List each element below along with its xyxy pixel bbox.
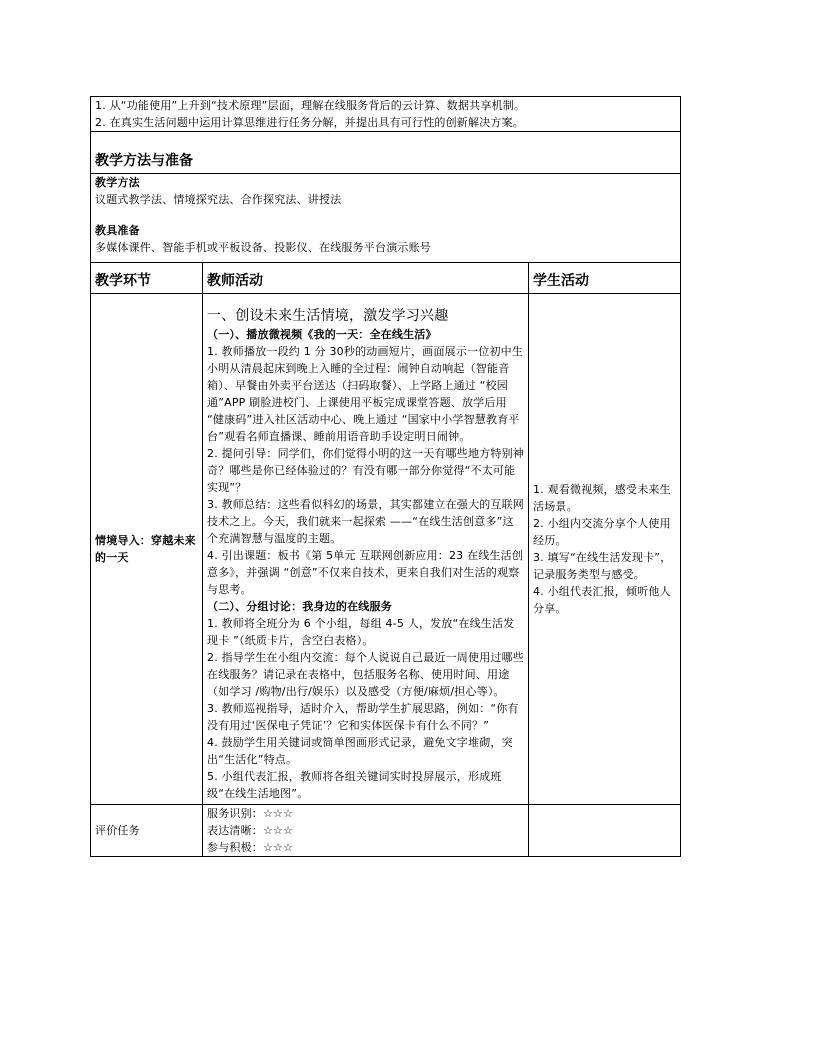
part1-item: 3. 教师总结：这些看似科幻的场景，其实都建立在强大的互联网技术之上。今天，我们就来一起探索 ——“在线生活创意多”这个充满智慧与温度的主题。 bbox=[207, 498, 524, 545]
part2-item: 3. 教师巡视指导，适时介入，帮助学生扩展思路，例如：“你有没有用过‘医保电子凭证’？它和实体医保卡有什么不同？” bbox=[207, 702, 519, 732]
part2-item: 5. 小组代表汇报，教师将各组关键词实时投屏展示，形成班级“在线生活地图”。 bbox=[207, 770, 502, 800]
student-item: 4. 小组代表汇报，倾听他人分享。 bbox=[533, 585, 671, 615]
part1-item: 1. 教师播放一段约 1 分 30秒的动画短片，画面展示一位初中生小明从清晨起床到晚上入睡的全过程：闹钟自动响起（智能音箱）、早餐由外卖平台送达（扫码取餐）、上学路上通过 “校园通”APP 刷脸进校门、上课使用平板完成课堂答题、放学后用 “健康码”进入社区活动中心、晚上通过 “国家中小学智慧教育平台”观看名师直播课、睡前用语音助手设定明日闹钟。 bbox=[207, 345, 524, 443]
method-text: 议题式教学法、情境探究法、合作探究法、讲授法 bbox=[95, 193, 342, 206]
lesson-plan-table bbox=[90, 96, 681, 857]
evaluation-empty-cell bbox=[529, 805, 681, 857]
part1-title: （一）、播放微视频《我的一天：全在线生活》 bbox=[207, 328, 437, 341]
evaluation-item: 服务识别：☆☆☆ bbox=[207, 807, 294, 820]
student-item: 1. 观看微视频，感受未来生活场景。 bbox=[533, 483, 671, 513]
header-student: 学生活动 bbox=[529, 263, 681, 294]
tools-label: 教具准备 bbox=[95, 224, 140, 237]
spacer bbox=[95, 208, 676, 222]
part2-item: 2. 指导学生在小组内交流：每个人说说自己最近一周使用过哪些在线服务？请记录在表格中，包括服务名称、使用时间、用途（如学习 /购物/出行/娱乐）以及感受（方便/麻烦/担心等）。 bbox=[207, 651, 524, 698]
part2-item: 4. 鼓励学生用关键词或简单图画形式记录，避免文字堆砌，突出“生活化”特点。 bbox=[207, 736, 513, 766]
evaluation-row bbox=[91, 805, 681, 857]
objectives-row bbox=[91, 97, 681, 132]
methods-heading-row bbox=[91, 132, 681, 174]
methods-cell bbox=[91, 174, 681, 263]
student-activity-cell bbox=[529, 294, 681, 805]
stage-row bbox=[91, 294, 681, 805]
objective-item: 1. 从“功能使用”上升到“技术原理”层面，理解在线服务背后的云计算、数据共享机制。 bbox=[95, 99, 526, 112]
student-item: 3. 填写“在线生活发现卡”，记录服务类型与感受。 bbox=[533, 551, 672, 581]
objective-item: 2. 在真实生活问题中运用计算思维进行任务分解，并提出具有可行性的创新解决方案。 bbox=[95, 116, 524, 129]
methods-section-title: 教学方法与准备 bbox=[91, 132, 681, 174]
part1-item: 4. 引出课题：板书《第 5单元 互联网创新应用：23 在线生活创意多》，并强调 “创意”不仅来自技术，更来自我们对生活的观察与思考。 bbox=[207, 549, 524, 596]
lesson-plan-document bbox=[90, 96, 680, 857]
stage-name: 情境导入：穿越未来的一天 bbox=[91, 294, 203, 805]
teacher-activity-title: 一、创设未来生活情境，激发学习兴趣 bbox=[207, 308, 449, 324]
evaluation-item: 参与积极：☆☆☆ bbox=[207, 841, 294, 854]
part2-title: （二）、分组讨论：我身边的在线服务 bbox=[207, 600, 392, 613]
objectives-cell bbox=[91, 97, 681, 132]
evaluation-label: 评价任务 bbox=[91, 805, 203, 857]
evaluation-cell bbox=[203, 805, 529, 857]
part1-item: 2. 提问引导：同学们，你们觉得小明的这一天有哪些地方特别神奇？哪些是你已经体验过的？有没有哪一部分你觉得“不太可能实现”？ bbox=[207, 447, 524, 494]
part2-item: 1. 教师将全班分为 6 个小组，每组 4-5 人，发放“在线生活发现卡 ”（纸质卡片，含空白表格）。 bbox=[207, 617, 515, 647]
student-item: 2. 小组内交流分享个人使用经历。 bbox=[533, 517, 671, 547]
methods-row bbox=[91, 174, 681, 263]
tools-text: 多媒体课件、智能手机或平板设备、投影仪、在线服务平台演示账号 bbox=[95, 241, 431, 254]
header-stage: 教学环节 bbox=[91, 263, 203, 294]
table-header-row bbox=[91, 263, 681, 294]
method-label: 教学方法 bbox=[95, 176, 140, 189]
header-teacher: 教师活动 bbox=[203, 263, 529, 294]
evaluation-item: 表达清晰：☆☆☆ bbox=[207, 824, 294, 837]
teacher-activity-cell bbox=[203, 294, 529, 805]
